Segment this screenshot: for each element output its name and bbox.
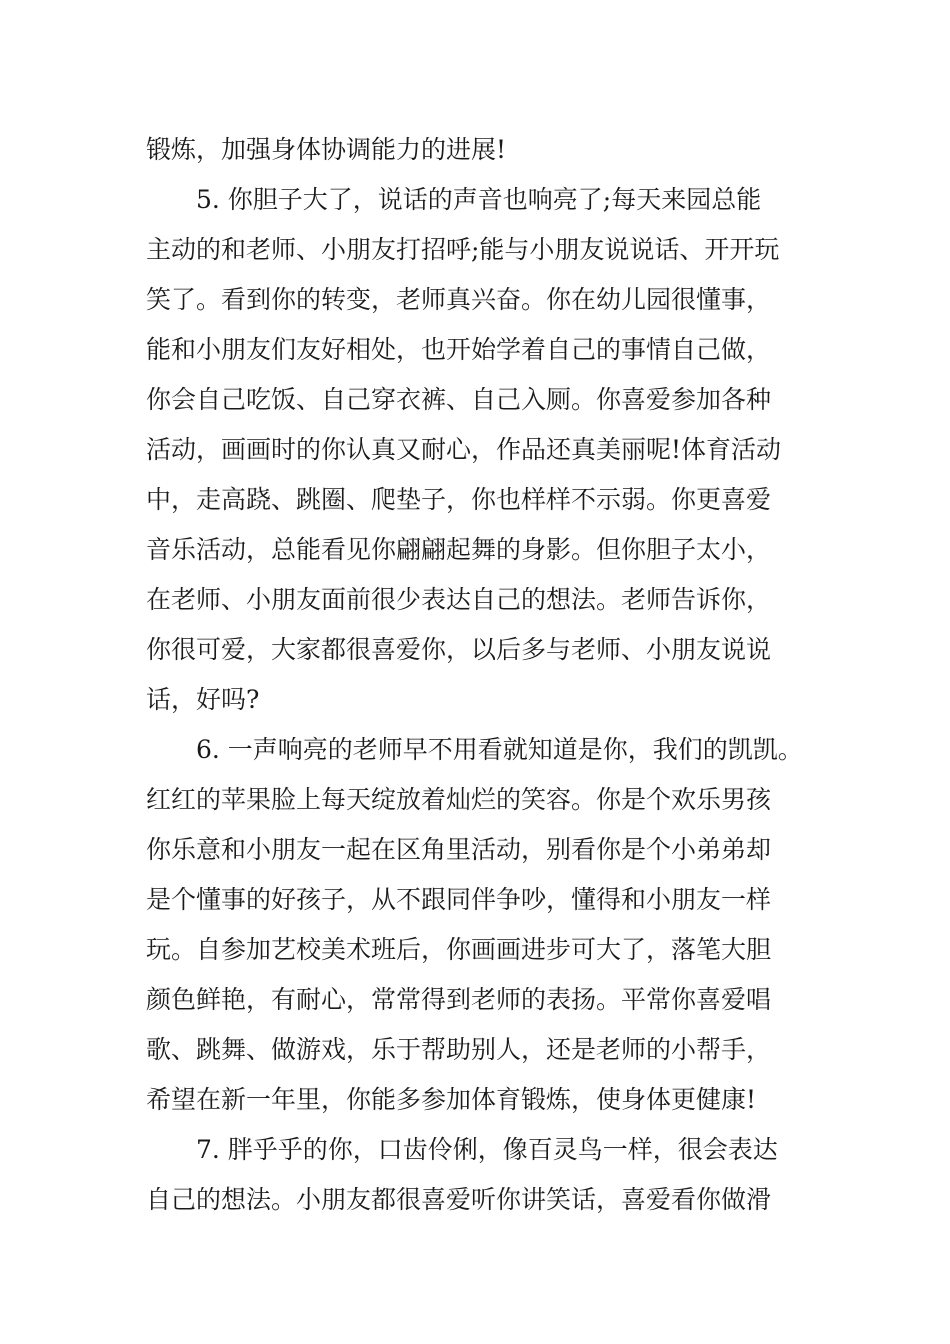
text-line: 你乐意和小朋友一起在区角里活动，别看你是个小弟弟却 bbox=[146, 835, 772, 864]
text-line: 玩。自参加艺校美术班后，你画画进步可大了，落笔大胆 bbox=[146, 935, 772, 964]
text-line: 自己的想法。小朋友都很喜爱听你讲笑话，喜爱看你做滑 bbox=[146, 1185, 772, 1214]
text-line: 活动，画画时的你认真又耐心，作品还真美丽呢!体育活动 bbox=[146, 435, 782, 464]
text-line: 在老师、小朋友面前很少表达自己的想法。老师告诉你， bbox=[146, 585, 772, 614]
text-line: 红红的苹果脸上每天绽放着灿烂的笑容。你是个欢乐男孩 bbox=[146, 785, 772, 814]
text-line: 笑了。看到你的转变，老师真兴奋。你在幼儿园很懂事， bbox=[146, 285, 772, 314]
paragraph-6-start: 6. 一声响亮的老师早不用看就知道是你，我们的凯凯。 bbox=[196, 735, 803, 764]
text-line: 歌、跳舞、做游戏，乐于帮助别人，还是老师的小帮手， bbox=[146, 1035, 772, 1064]
text-line: 话，好吗? bbox=[146, 685, 260, 714]
paragraph-5-start: 5. 你胆子大了，说话的声音也响亮了;每天来园总能 bbox=[196, 185, 762, 214]
text-line: 颜色鲜艳，有耐心，常常得到老师的表扬。平常你喜爱唱 bbox=[146, 985, 772, 1014]
text-line: 你会自己吃饭、自己穿衣裤、自己入厕。你喜爱参加各种 bbox=[146, 385, 772, 414]
text-line: 能和小朋友们友好相处，也开始学着自己的事情自己做， bbox=[146, 335, 772, 364]
text-line: 你很可爱，大家都很喜爱你，以后多与老师、小朋友说说 bbox=[146, 635, 772, 664]
paragraph-7-start: 7. 胖乎乎的你，口齿伶俐，像百灵鸟一样，很会表达 bbox=[196, 1135, 778, 1164]
text-line: 希望在新一年里，你能多参加体育锻炼，使身体更健康! bbox=[146, 1085, 757, 1114]
text-line: 是个懂事的好孩子，从不跟同伴争吵，懂得和小朋友一样 bbox=[146, 885, 772, 914]
text-line: 锻炼，加强身体协调能力的进展! bbox=[146, 135, 507, 164]
text-line: 音乐活动，总能看见你翩翩起舞的身影。但你胆子太小， bbox=[146, 535, 772, 564]
text-line: 主动的和老师、小朋友打招呼;能与小朋友说说话、开开玩 bbox=[146, 235, 780, 264]
text-line: 中，走高跷、跳圈、爬垫子，你也样样不示弱。你更喜爱 bbox=[146, 485, 772, 514]
